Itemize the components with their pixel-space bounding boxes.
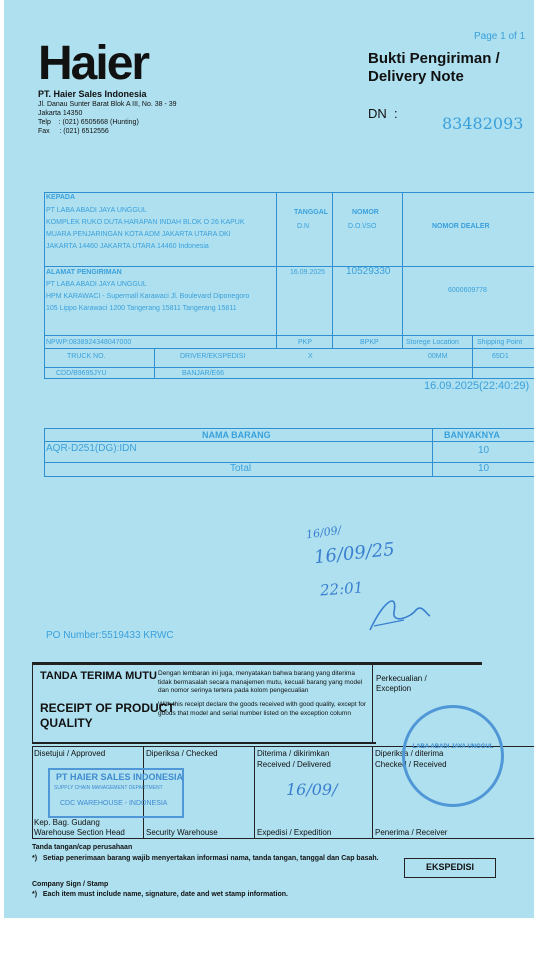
dealer-number-value: 6000609778 [448,287,487,294]
warehouse-head-label-2: Warehouse Section Head [34,828,125,837]
po-number: PO Number:5519433 KRWC [46,630,174,641]
stamp-line-1: PT HAIER SALES INDONESIA [56,772,184,782]
company-address-1: Jl. Danau Sunter Barat Blok A III, No. 38 - 39 [38,101,177,108]
page-label: Page 1 of 1 [474,31,526,42]
pkp-value: X [308,353,313,360]
total-label: Total [230,463,252,474]
warehouse-stamp [48,768,184,818]
tanggal-header: TANGGAL [294,209,329,216]
exception-label-1: Perkecualian / [376,674,427,683]
dn-number: 83482093 [442,114,524,133]
sign-title: Company Sign / Stamp [32,881,109,888]
date-value: 16.09.2025 [290,269,326,276]
storage-value: 00MM [428,353,448,360]
receipt-text-en: With this receipt declare the goods received with good quality, except for goods that model and serial number listed on the exception column [158,701,366,717]
shipping-point-label: Shipping Point [477,339,523,346]
recipient-line-4: JAKARTA 14460 JAKARTA UTARA 14460 Indonesia [46,243,209,250]
dealer-header: NOMOR DEALER [432,223,490,230]
company-phone: Telp : (021) 6505668 (Hunting) [38,119,139,126]
company-note: Tanda tangan/cap perusahaan [32,844,133,851]
shipping-point-value: 65D1 [492,353,509,360]
driver-label: DRIVER/EKSPEDISI [180,353,246,360]
received-label-1: Diperiksa / diterima [375,749,444,758]
driver-value: BANJAR/E66 [182,370,225,377]
expedition-label: Expedisi / Expedition [257,828,332,837]
print-timestamp: 16.09.2025(22:40:29) [424,380,530,392]
note-id: *) Setiap penerimaan barang wajib menyertakan informasi nama, tanda tangan, tanggal dan Cap basah. [32,855,379,862]
truck-value: CDD/B9695JYU [56,370,107,377]
item-name: AQR-D251(DG):IDN [46,443,137,454]
doc-title-id: Bukti Pengiriman / [368,50,500,67]
handwritten-date: 16/09/25 [313,538,396,569]
exception-label-2: Exception [376,684,412,693]
expedition-signature: 16/09/ [286,780,338,799]
items-col-name: NAMA BARANG [202,430,271,440]
copy-label-box [404,858,496,878]
security-label: Security Warehouse [146,828,218,837]
stamp-line-3: CDC WAREHOUSE - INDONESIA [60,800,168,807]
shipping-label: ALAMAT PENGIRIMAN [46,269,122,276]
recipient-line-1: PT LABA ABADI JAYA UNGGUL [46,207,147,214]
handwritten-time: 22:01 [319,578,364,600]
pkp-label: PKP [298,339,313,346]
delivered-label-2: Received / Delivered [257,760,331,769]
so-number-value: 10529330 [346,266,391,277]
note-en: *) Each item must include name, signature, date and wet stamp information. [32,891,288,898]
receipt-text-id: Dengan lembaran ini juga, menyatakan bahwa barang yang diterima tidak bermasalah secara manajemen mutu, kecuali barang yang model dan nomor serinya tertera pada kolom pengecualian [158,670,363,694]
shipping-line-1: PT LABA ABADI JAYA UNGGUL [46,281,147,288]
receipt-title-id: TANDA TERIMA MUTU [40,670,157,682]
item-qty: 10 [478,445,490,456]
checked-label: Diperiksa / Checked [146,749,218,758]
recipient-line-3: MUARA PENJARINGAN KOTA ADM JAKARTA UTARA DKI [46,231,231,238]
company-address-2: Jakarta 14350 [38,110,83,117]
truck-label: TRUCK NO. [67,353,106,360]
doc-title-en: Delivery Note [368,68,464,85]
shipping-line-2: HPM KARAWACI - Supermall Karawaci Jl. Boulevard Diponegoro [46,293,250,300]
nomor-header: NOMOR [352,209,379,216]
received-label-2: Checked / Received [375,760,447,769]
do-so-header: D.O.\/SO [348,223,377,230]
items-col-qty: BANYAKNYA [444,430,500,440]
driver-signature-icon [364,590,434,636]
recipient-label: KEPADA [46,194,76,201]
haier-logo: Haier [38,37,149,90]
receipt-title-en-2: QUALITY [40,716,93,730]
handwritten-date-small: 16/09/ [305,523,343,542]
recipient-line-2: KOMPLEK RUKO DUTA HARAPAN INDAH BLOK O 26 KAPUK [46,219,245,226]
warehouse-head-label-1: Kep. Bag. Gudang [34,818,100,827]
copy-label: EKSPEDISI [425,862,474,872]
receipt-title-en-1: RECEIPT OF PRODUCT [40,701,175,715]
receiver-round-stamp [402,705,504,807]
delivered-label-1: Diterima / dikirimkan [257,749,330,758]
approved-label: Disetujui / Approved [34,749,106,758]
receiver-label: Penerima / Receiver [375,828,448,837]
stamp-line-2: SUPPLY CHAIN MANAGEMENT DEPARTMENT [54,785,163,791]
delivery-note-paper [4,0,534,918]
round-stamp-text: LABA ABADI JAYA UNGGUL [412,744,494,750]
dn-label: DN : [368,106,398,121]
company-name: PT. Haier Sales Indonesia [38,89,147,99]
dn-short-header: D.N [297,223,310,230]
company-fax: Fax : (021) 6512556 [38,128,109,135]
storage-label: Storege Location [406,339,459,346]
shipping-line-3: 105 Lippo Karawaci 1200 Tangerang 15811 Tangerang 15811 [46,305,237,312]
total-value: 10 [478,463,490,474]
npwp: NPWP:0838924348047000 [46,339,132,346]
bpkp-label: BPKP [360,339,379,346]
